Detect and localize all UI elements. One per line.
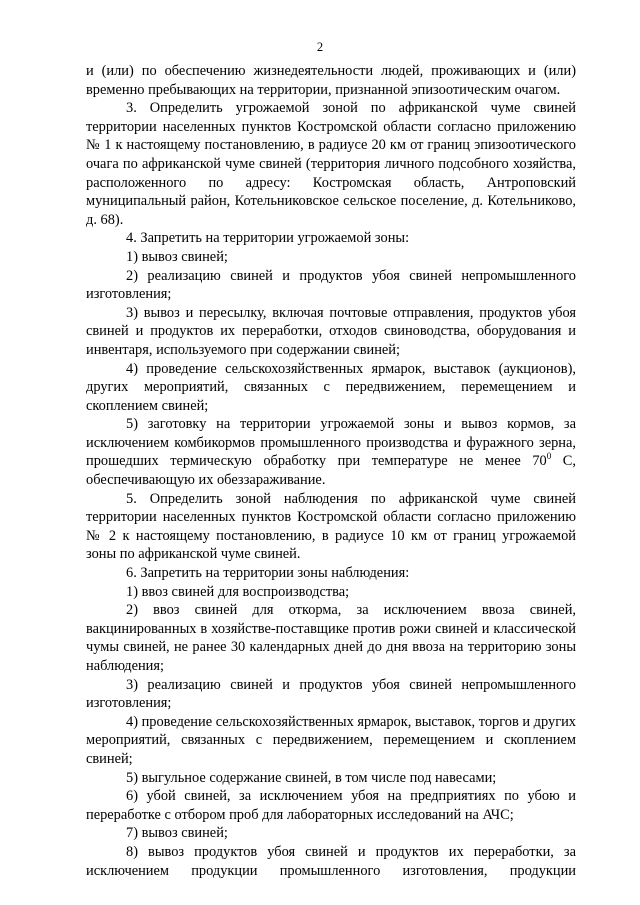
subitem-4-5-tail: С, обеспечивающую их обеззараживание. [86,453,576,489]
subitem-6-2: 2) ввоз свиней для откорма, за исключением ввоза свиней, вакцинированных в хозяйстве-поставщике против рожи свиней и классической чумы свиней, не ранее 30 календарных дней до дня ввоза на территорию зоны наблюдения; [86,602,576,674]
subitem-6-8: 8) вывоз продуктов убоя свиней и продуктов их переработки, за исключением продукции промышленного изготовления, продукции [86,843,576,879]
subitem-4-2: 2) реализацию свиней и продуктов убоя свиней непромышленного изготовления; [86,267,576,303]
subitem-6-3: 3) реализацию свиней и продуктов убоя свиней непромышленного изготовления; [86,676,576,712]
paragraph-item-3: 3. Определить угрожаемой зоной по африканской чуме свиней территории населенных пунктов Костромской области согласно приложению № 1 к настоящему постановлению, в радиусе 20 км от границ эпизоотического очага по африканской чуме свиней (территория личного подсобного хозяйства, расположенного по адресу: Костромская область, Антроповский муниципальный район, Котельниковское сельское поселение, д. Котельниково, д. 68). [86,100,576,228]
paragraph-item-4: 4. Запретить на территории угрожаемой зоны: [126,230,410,247]
subitem-6-4: 4) проведение сельскохозяйственных ярмарок, выставок, торгов и других мероприятий, связанных с передвижением, перемещением и скоплением свиней; [86,713,576,767]
subitem-4-3: 3) вывоз и пересылку, включая почтовые отправления, продуктов убоя свиней и продуктов их переработки, отходов свиноводства, оборудования и инвентаря, используемого при содержании свиней; [86,304,576,358]
subitem-6-5: 5) выгульное содержание свиней, в том числе под навесами; [126,769,497,786]
page-number: 2 [316,40,324,54]
paragraph-continuation: и (или) по обеспечению жизнедеятельности людей, проживающих и (или) временно пребывающих на территории, признанной эпизоотическим очагом. [86,63,576,98]
paragraph-item-5: 5. Определить зоной наблюдения по африканской чуме свиней территории населенных пунктов Костромской области согласно приложению № 2 к настоящему постановлению, в радиусе 10 км от границ угрожаемой зоны по африканской чуме свиней. [86,490,576,563]
subitem-4-1: 1) вывоз свиней; [126,248,228,265]
subitem-4-5-text: 5) заготовку на территории угрожаемой зоны и вывоз кормов, за исключением комбикормов промышленного производства и фуражного зерна, прошедших термическую обработку при температуре не менее [86,416,576,470]
temperature-value: 70 [532,453,547,470]
document-body [86,62,576,880]
subitem-6-1: 1) ввоз свиней для воспроизводства; [126,583,350,600]
subitem-4-5 [86,415,576,489]
subitem-6-7: 7) вывоз свиней; [126,825,228,842]
degree-sign: 0 [546,450,552,461]
subitem-4-4: 4) проведение сельскохозяйственных ярмарок, выставок (аукционов), других мероприятий, связанных с передвижением, перемещением и скоплением свиней; [86,360,576,414]
subitem-6-6: 6) убой свиней, за исключением убоя на предприятиях по убою и переработке с отбором проб для лабораторных исследований на АЧС; [86,788,576,823]
paragraph-item-6: 6. Запретить на территории зоны наблюдения: [126,565,410,582]
